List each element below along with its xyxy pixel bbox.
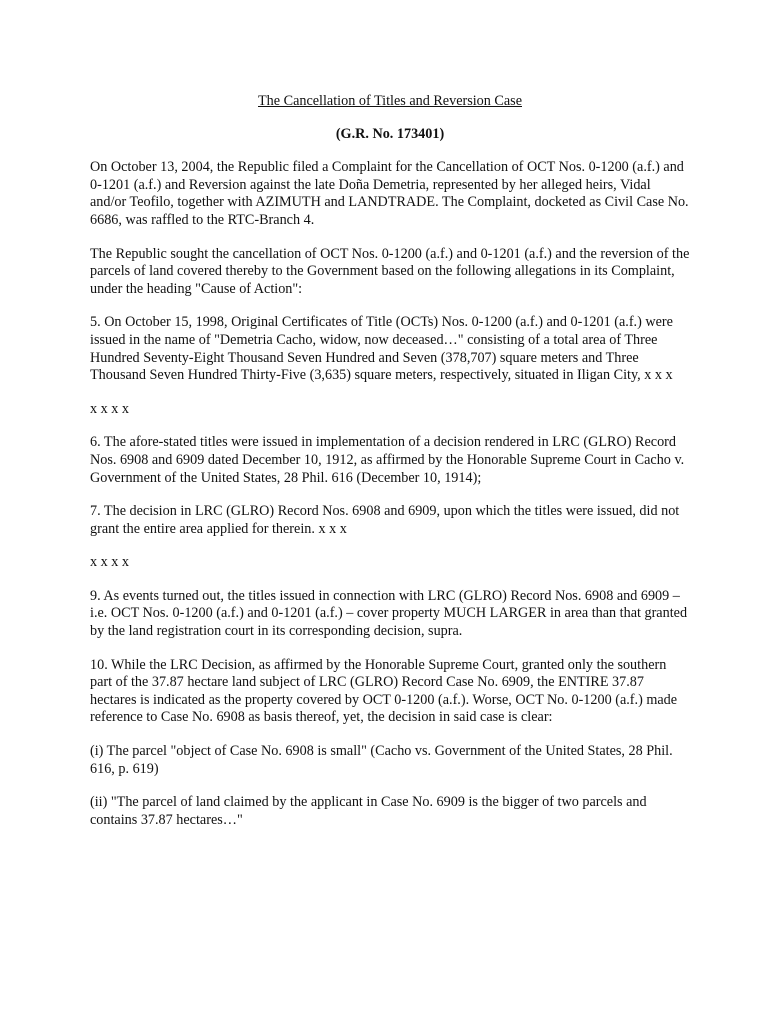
case-number: (G.R. No. 173401) bbox=[335, 125, 445, 142]
paragraph-sub-i: (i) The parcel "object of Case No. 6908 is small" (Cacho vs. Government of the United States, 28 Phil. 616, p. 619) bbox=[90, 743, 673, 777]
paragraph-sub-ii: (ii) "The parcel of land claimed by the applicant in Case No. 6909 is the bigger of two parcels and contains 37.87 hectares…" bbox=[90, 794, 647, 828]
document-title: The Cancellation of Titles and Reversion Case bbox=[258, 93, 522, 109]
paragraph-item-9: 9. As events turned out, the titles issued in connection with LRC (GLRO) Record Nos. 6908 and 6909 – i.e. OCT Nos. 0-1200 (a.f.) and 0-1201 (a.f.) – cover property MUCH LARGER in area than that granted by the land registration court in its corresponding decision, supra. bbox=[90, 587, 688, 640]
document-page bbox=[90, 93, 690, 845]
paragraph-complaint: On October 13, 2004, the Republic filed a Complaint for the Cancellation of OCT Nos. 0-1200 (a.f.) and 0-1201 (a.f.) and Reversion against the late Doña Demetria, represented by her alleged heirs, Vidal and/or Teofilo, together with AZIMUTH and LANDTRADE. The Complaint, docketed as Civil Case No. 6686, was raffled to the RTC-Branch 4. bbox=[90, 159, 689, 228]
paragraph-ellipsis: x x x x bbox=[90, 400, 130, 417]
paragraph-item-6: 6. The afore-stated titles were issued in implementation of a decision rendered in LRC (GLRO) Record Nos. 6908 and 6909 dated December 10, 1912, as affirmed by the Honorable Supreme Court in Cacho v. Government of the United States, 28 Phil. 616 (December 10, 1914); bbox=[90, 434, 685, 486]
paragraph-item-5: 5. On October 15, 1998, Original Certificates of Title (OCTs) Nos. 0-1200 (a.f.) and 0-1201 (a.f.) were issued in the name of "Demetria Cacho, widow, now deceased…" consisting of a total area of Three Hundred Seventy-Eight Thousand Seven Hundred and Seven (378,707) square meters and Three Thousand Seven Hundred Thirty-Five (3,635) square meters, respectively, situated in Iligan City, x x x bbox=[90, 314, 673, 384]
paragraph-republic-sought: The Republic sought the cancellation of OCT Nos. 0-1200 (a.f.) and 0-1201 (a.f.) and the reversion of the parcels of land covered thereby to the Government based on the following allegations in its Complaint, under the heading "Cause of Action": bbox=[90, 245, 690, 297]
paragraph-ellipsis: x x x x bbox=[90, 554, 130, 571]
paragraph-item-10: 10. While the LRC Decision, as affirmed by the Honorable Supreme Court, granted only the southern part of the 37.87 hectare land subject of LRC (GLRO) Record Case No. 6909, the ENTIRE 37.87 hectares is indicated as the property covered by OCT 0-1200 (a.f.). Worse, OCT No. 0-1200 (a.f.) made reference to Case No. 6908 as basis thereof, yet, the decision in said case is clear: bbox=[90, 656, 678, 726]
paragraph-item-7: 7. The decision in LRC (GLRO) Record Nos. 6908 and 6909, upon which the titles were issued, did not grant the entire area applied for therein. x x x bbox=[90, 503, 680, 537]
